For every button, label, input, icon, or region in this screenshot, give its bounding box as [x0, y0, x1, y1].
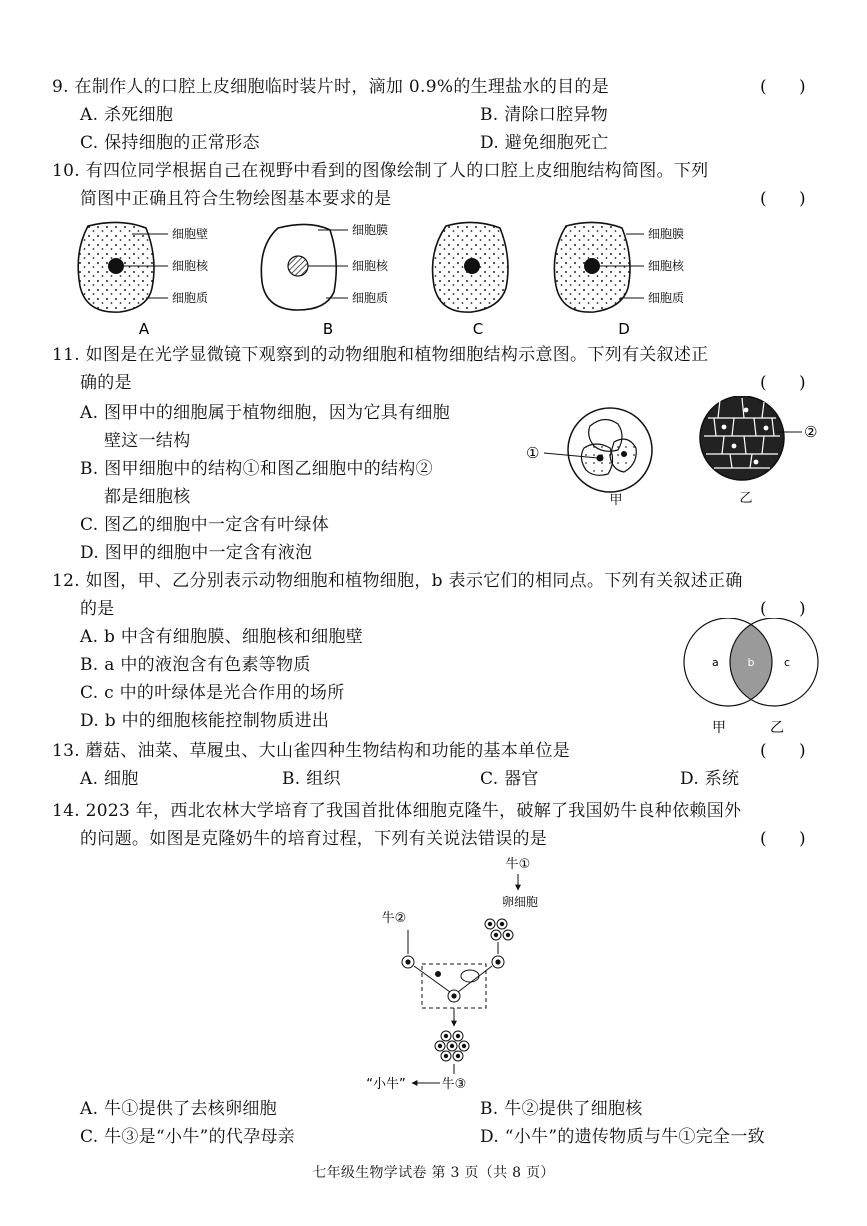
q12-answer-bracket: ( )	[760, 599, 806, 619]
q10-d-label-3: 细胞质	[648, 291, 685, 305]
q12-option-c: C. c 中的叶绿体是光合作用的场所	[80, 683, 345, 703]
q14-egg-label: 卵细胞	[502, 895, 539, 909]
q14-cow3-label: 牛③	[441, 1077, 467, 1092]
q11-cell-diagrams	[520, 396, 830, 510]
q11-label-yi: 乙	[739, 491, 753, 506]
venn-region-a: a	[712, 656, 719, 669]
q11-option-b-line1: B. 图甲细胞中的结构①和图乙细胞中的结构②	[80, 459, 433, 479]
q13-stem: 13. 蘑菇、油菜、草履虫、大山雀四种生物结构和功能的基本单位是	[52, 741, 571, 761]
q13-option-c: C. 器官	[480, 769, 539, 789]
q10-cell-diagrams	[60, 216, 720, 341]
q14-stem-line2: 的问题。如图是克隆奶牛的培育过程，下列有关说法错误的是	[80, 829, 548, 849]
q13-answer-bracket: ( )	[760, 741, 806, 761]
q11-option-c: C. 图乙的细胞中一定含有叶绿体	[80, 515, 330, 535]
q10-answer-bracket: ( )	[760, 189, 806, 209]
venn-region-b: b	[747, 656, 755, 669]
q10-a-label-3: 细胞质	[172, 291, 209, 305]
q14-option-d: D. “小牛”的遗传物质与牛①完全一致	[480, 1127, 765, 1147]
q14-calf-label: “小牛”	[366, 1077, 406, 1092]
q10-b-label-1: 细胞膜	[352, 223, 389, 237]
q11-option-d: D. 图甲的细胞中一定含有液泡	[80, 543, 313, 563]
q10-a-label-1: 细胞壁	[172, 227, 209, 241]
q14-option-b: B. 牛②提供了细胞核	[480, 1099, 643, 1119]
q12-stem-line2: 的是	[80, 599, 115, 619]
q9-answer-bracket: ( )	[760, 77, 806, 97]
q13-option-b: B. 组织	[282, 769, 341, 789]
q12-option-d: D. b 中的细胞核能控制物质进出	[80, 711, 330, 731]
q9-option-c: C. 保持细胞的正常形态	[80, 133, 260, 153]
q11-option-a-line2: 壁这一结构	[104, 431, 191, 451]
q13-option-a: A. 细胞	[80, 769, 139, 789]
venn-label-yi: 乙	[770, 720, 784, 736]
q10-figure-d	[554, 222, 685, 338]
q9-stem: 9. 在制作人的口腔上皮细胞临时装片时，滴加 0.9%的生理盐水的目的是	[52, 77, 610, 97]
q11-option-b-line2: 都是细胞核	[104, 487, 191, 507]
q10-a-label-2: 细胞核	[172, 259, 209, 273]
q10-a-letter: A	[138, 320, 150, 338]
q11-stem-line1: 11. 如图是在光学显微镜下观察到的动物细胞和植物细胞结构示意图。下列有关叙述正	[52, 345, 709, 365]
q10-stem-line2: 简图中正确且符合生物绘图基本要求的是	[80, 189, 392, 209]
q10-d-letter: D	[618, 320, 630, 338]
q9-option-b: B. 清除口腔异物	[480, 105, 608, 125]
q13-option-d: D. 系统	[680, 769, 740, 789]
q10-figure-a	[78, 222, 209, 338]
q11-figure-yi	[700, 396, 817, 506]
q14-answer-bracket: ( )	[760, 829, 806, 849]
q10-b-label-2: 细胞核	[352, 259, 389, 273]
q10-d-label-2: 细胞核	[648, 259, 685, 273]
page-footer: 七年级生物学试卷 第 3 页（共 8 页）	[312, 1165, 555, 1181]
q11-answer-bracket: ( )	[760, 373, 806, 393]
q10-stem-line1: 10. 有四位同学根据自己在视野中看到的图像绘制了人的口腔上皮细胞结构简图。下列	[52, 161, 709, 181]
q10-figure-c	[433, 222, 509, 338]
q11-figure-jia	[526, 408, 652, 508]
q12-option-b: B. a 中的液泡含有色素等物质	[80, 655, 311, 675]
q11-stem-line2: 确的是	[80, 373, 132, 393]
q12-venn-diagram	[676, 618, 826, 738]
q9-option-d: D. 避免细胞死亡	[480, 133, 609, 153]
q14-option-c: C. 牛③是“小牛”的代孕母亲	[80, 1127, 296, 1147]
q14-option-a: A. 牛①提供了去核卵细胞	[80, 1099, 277, 1119]
q14-cow2-label: 牛②	[381, 911, 407, 926]
q12-option-a: A. b 中含有细胞膜、细胞核和细胞壁	[80, 627, 364, 647]
q11-mark-2: ②	[804, 423, 818, 441]
q9-option-a: A. 杀死细胞	[80, 105, 174, 125]
q14-cloning-diagram	[350, 850, 570, 1094]
venn-region-c: c	[784, 656, 791, 669]
q10-figure-b	[261, 223, 389, 338]
q14-cow1-label: 牛①	[505, 857, 531, 872]
q14-egg-cluster	[485, 919, 513, 940]
q12-stem-line1: 12. 如图，甲、乙分别表示动物细胞和植物细胞，b 表示它们的相同点。下列有关叙述正确	[52, 571, 743, 591]
q14-embryo-cluster	[435, 1031, 469, 1061]
q10-b-letter: B	[322, 320, 334, 338]
q10-d-label-1: 细胞膜	[648, 227, 685, 241]
q11-mark-1: ①	[526, 444, 540, 462]
q10-b-label-3: 细胞质	[352, 291, 389, 305]
venn-label-jia: 甲	[712, 720, 726, 736]
q10-c-letter: C	[472, 320, 484, 338]
q11-label-jia: 甲	[609, 493, 623, 508]
q11-option-a-line1: A. 图甲中的细胞属于植物细胞，因为它具有细胞	[80, 403, 450, 423]
q14-stem-line1: 14. 2023 年，西北农林大学培育了我国首批体细胞克隆牛，破解了我国奶牛良种依赖国外	[52, 801, 742, 821]
